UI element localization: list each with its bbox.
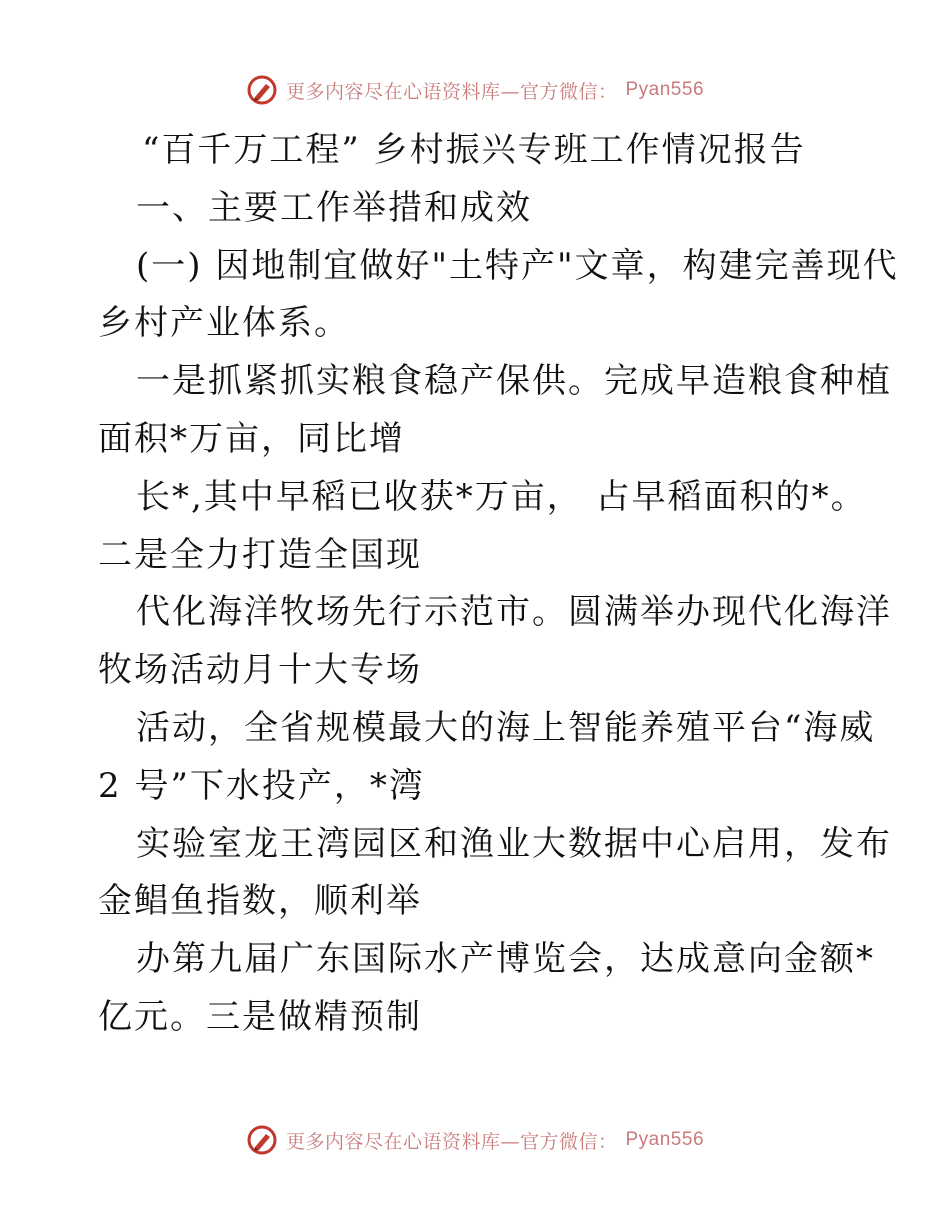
subsection-heading-cont: 乡村产业体系。 <box>98 303 350 344</box>
watermark-id: Pyan556 <box>625 79 705 100</box>
paragraph-line: 面积*万亩，同比增 <box>98 418 405 459</box>
pen-logo-icon <box>246 1124 278 1156</box>
header-watermark <box>0 72 950 108</box>
footer-watermark <box>0 1122 950 1158</box>
document-body <box>98 122 899 1047</box>
paragraph-line: 活动，全省规模最大的海上智能养殖平台“海威 <box>136 707 876 748</box>
paragraph-line: 牧场活动月十大专场 <box>98 650 422 691</box>
paragraph-line: 代化海洋牧场先行示范市。圆满举办现代化海洋 <box>136 592 892 633</box>
document-title: “百千万工程” 乡村振兴专班工作情况报告 <box>142 130 806 170</box>
paragraph-line: 二是全力打造全国现 <box>98 534 422 575</box>
paragraph-line: 亿元。三是做精预制 <box>98 996 422 1037</box>
paragraph-line: 长*,其中早稻已收获*万亩， 占早稻面积的*。 <box>136 476 867 517</box>
watermark-text: 更多内容尽在心语资料库—官方微信： <box>285 80 618 103</box>
paragraph-line: 办第九届广东国际水产博览会，达成意向金额* <box>136 939 875 980</box>
paragraph-line: 2 号”下水投产，*湾 <box>98 765 425 806</box>
watermark-text: 更多内容尽在心语资料库—官方微信： <box>285 1130 618 1153</box>
paragraph-line: 实验室龙王湾园区和渔业大数据中心启用，发布 <box>136 823 892 864</box>
pen-logo-icon <box>246 74 278 106</box>
section-heading: 一、主要工作举措和成效 <box>136 187 532 228</box>
paragraph-line: 一是抓紧抓实粮食稳产保供。完成早造粮食种植 <box>136 361 892 402</box>
paragraph-line: 金鲳鱼指数，顺利举 <box>98 881 422 922</box>
subsection-heading: (一) 因地制宜做好"土特产"文章，构建完善现代 <box>136 245 899 286</box>
watermark-id: Pyan556 <box>625 1129 705 1150</box>
